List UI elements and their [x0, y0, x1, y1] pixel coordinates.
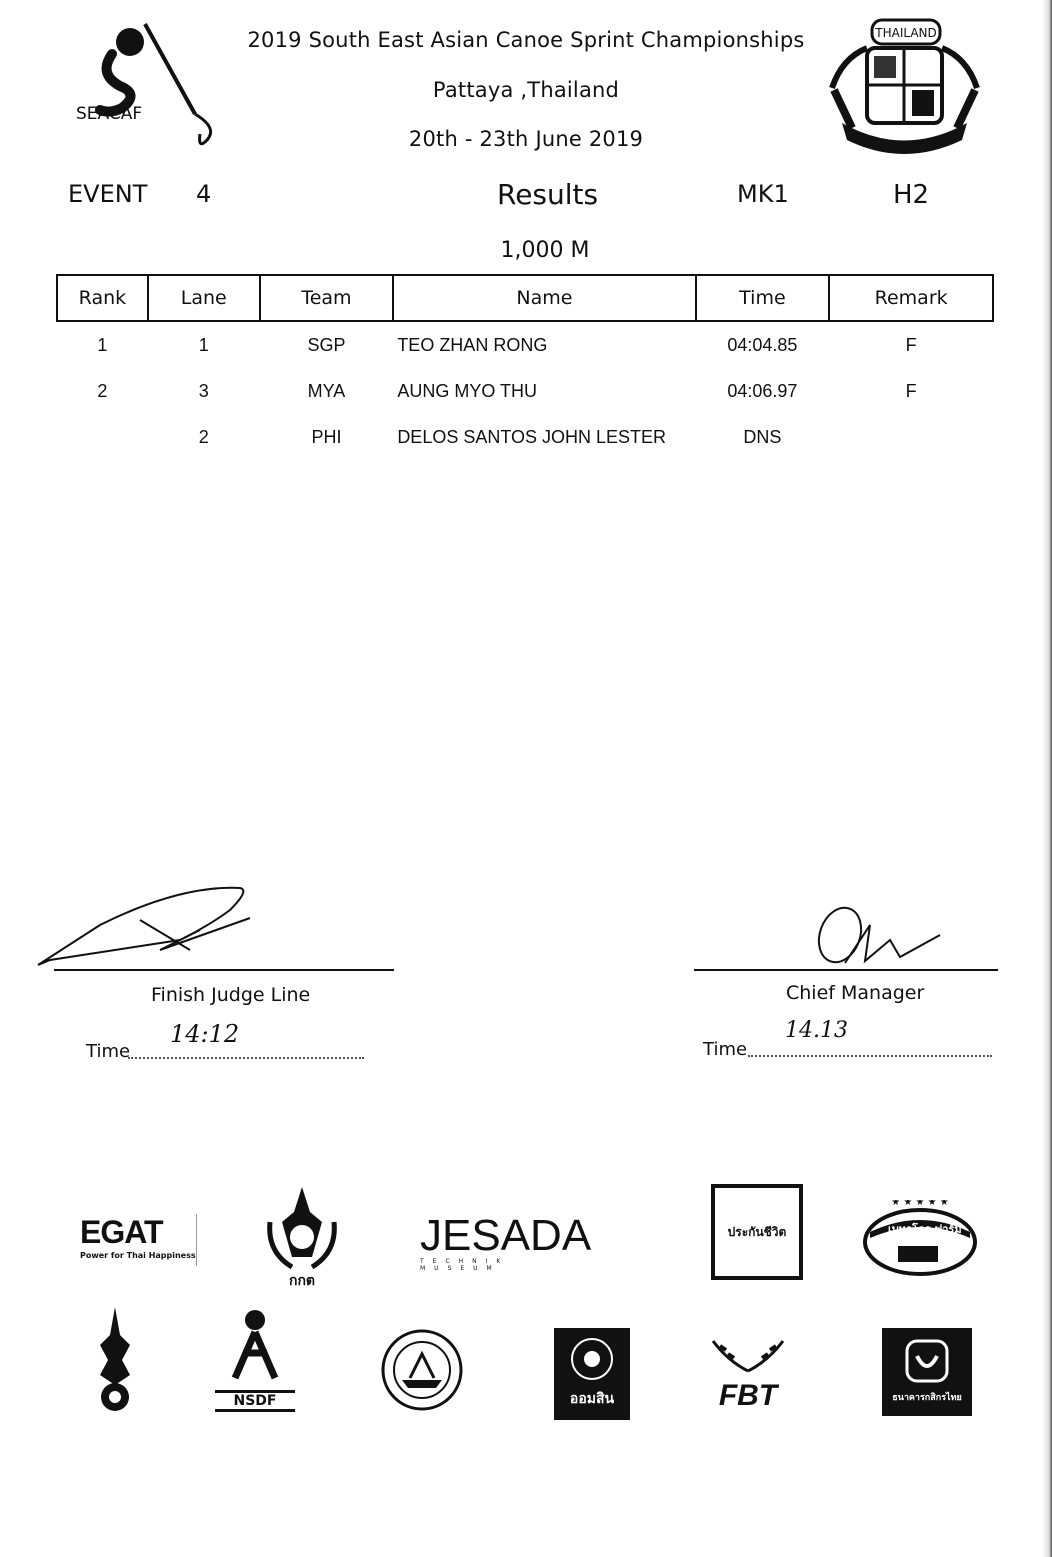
remark-cell: F — [905, 380, 917, 401]
event-distance: 1,000 M — [500, 238, 590, 263]
name-cell: DELOS SANTOS JOHN LESTER — [397, 426, 667, 447]
event-dates: 20th - 23th June 2019 — [408, 127, 644, 151]
chief-manager-signature — [810, 895, 950, 970]
chief-manager-line — [694, 969, 998, 971]
team-cell: PHI — [311, 426, 342, 447]
table-row — [57, 414, 993, 460]
fbt-logo — [708, 1336, 788, 1414]
time-cell: 04:06.97 — [727, 380, 798, 401]
jesada-logo-text: JESADA — [420, 1211, 592, 1260]
event-title: 2019 South East Asian Canoe Sprint Championships — [247, 28, 805, 52]
remark-cell: F — [905, 334, 917, 355]
name-cell: AUNG MYO THU — [397, 380, 537, 401]
kbank-logo — [882, 1328, 972, 1416]
chief-manager-time-dots — [748, 1055, 992, 1057]
finish-judge-label: Finish Judge Line — [151, 984, 311, 1006]
rank-cell: 1 — [97, 334, 108, 355]
betagro-farm-logo-text: เบทาโกร ฟาร์ม — [888, 1223, 962, 1236]
event-category: MK1 — [737, 180, 789, 208]
event-location: Pattaya ,Thailand — [432, 78, 620, 102]
lane-cell: 3 — [198, 380, 209, 401]
finish-judge-time-value: 14:12 — [170, 1020, 240, 1048]
gsb-bank-logo-text: ออมสิน — [569, 1391, 615, 1407]
gsb-bank-logo — [554, 1328, 630, 1420]
team-cell: MYA — [307, 380, 346, 401]
egat-tagline: Power for Thai Happiness — [80, 1251, 196, 1260]
egat-logo — [80, 1214, 197, 1266]
finish-judge-time-dots — [128, 1057, 364, 1059]
thailand-association-logo — [822, 18, 987, 158]
rank-cell: 2 — [97, 380, 108, 401]
finish-judge-signature — [30, 880, 270, 970]
results-heading: Results — [497, 178, 599, 211]
table-row — [57, 321, 993, 368]
jesada-logo-subtitle: TECHNIK MUSEUM — [420, 1258, 510, 1272]
column-header-team: Team — [260, 275, 394, 321]
column-header-rank: Rank — [57, 275, 148, 321]
team-cell: SGP — [307, 334, 346, 355]
column-header-name: Name — [393, 275, 695, 321]
column-header-time: Time — [696, 275, 830, 321]
lane-cell: 1 — [198, 334, 209, 355]
svg-text:★ ★ ★ ★ ★: ★ ★ ★ ★ ★ — [891, 1200, 949, 1208]
betagro-farm-logo — [860, 1200, 980, 1280]
fbt-logo-text: FBT — [718, 1379, 778, 1412]
marine-department-seal — [380, 1328, 464, 1412]
event-heat: H2 — [893, 180, 930, 210]
thailand-logo-text: THAILAND — [875, 26, 937, 40]
scan-edge-shadow — [1042, 0, 1052, 1557]
lane-cell: 2 — [198, 426, 209, 447]
nsdf-logo — [215, 1308, 295, 1416]
event-number: 4 — [196, 180, 212, 208]
time-cell: DNS — [743, 426, 782, 447]
rank-cell — [57, 414, 148, 460]
nsdf-logo-text: NSDF — [215, 1390, 295, 1412]
remark-cell — [829, 414, 993, 460]
column-header-lane: Lane — [148, 275, 260, 321]
seacaf-logo-text: SEACAF — [76, 104, 143, 124]
chief-manager-time-label: Time — [703, 1039, 748, 1060]
name-cell: TEO ZHAN RONG — [397, 334, 548, 355]
table-row — [57, 368, 993, 414]
finish-judge-time-label: Time — [86, 1041, 131, 1062]
egat-logo-text: EGAT — [80, 1214, 163, 1250]
jesada-logo — [420, 1211, 592, 1272]
life-insurance-logo-text: ประกันชีวิต — [727, 1224, 787, 1239]
time-cell: 04:04.85 — [727, 334, 798, 355]
gkt-emblem-logo — [262, 1182, 342, 1292]
column-header-remark: Remark — [829, 275, 993, 321]
results-table — [56, 274, 994, 460]
event-label: EVENT — [68, 180, 148, 208]
kbank-logo-text: ธนาคารกสิกรไทย — [892, 1393, 962, 1403]
table-header-row — [57, 275, 993, 321]
gkt-logo-text: กกต — [288, 1273, 316, 1289]
life-insurance-logo — [711, 1184, 803, 1280]
finish-judge-line — [54, 969, 394, 971]
chief-manager-time-value: 14.13 — [785, 1018, 848, 1043]
navy-emblem-logo — [90, 1305, 140, 1417]
chief-manager-label: Chief Manager — [786, 982, 925, 1004]
